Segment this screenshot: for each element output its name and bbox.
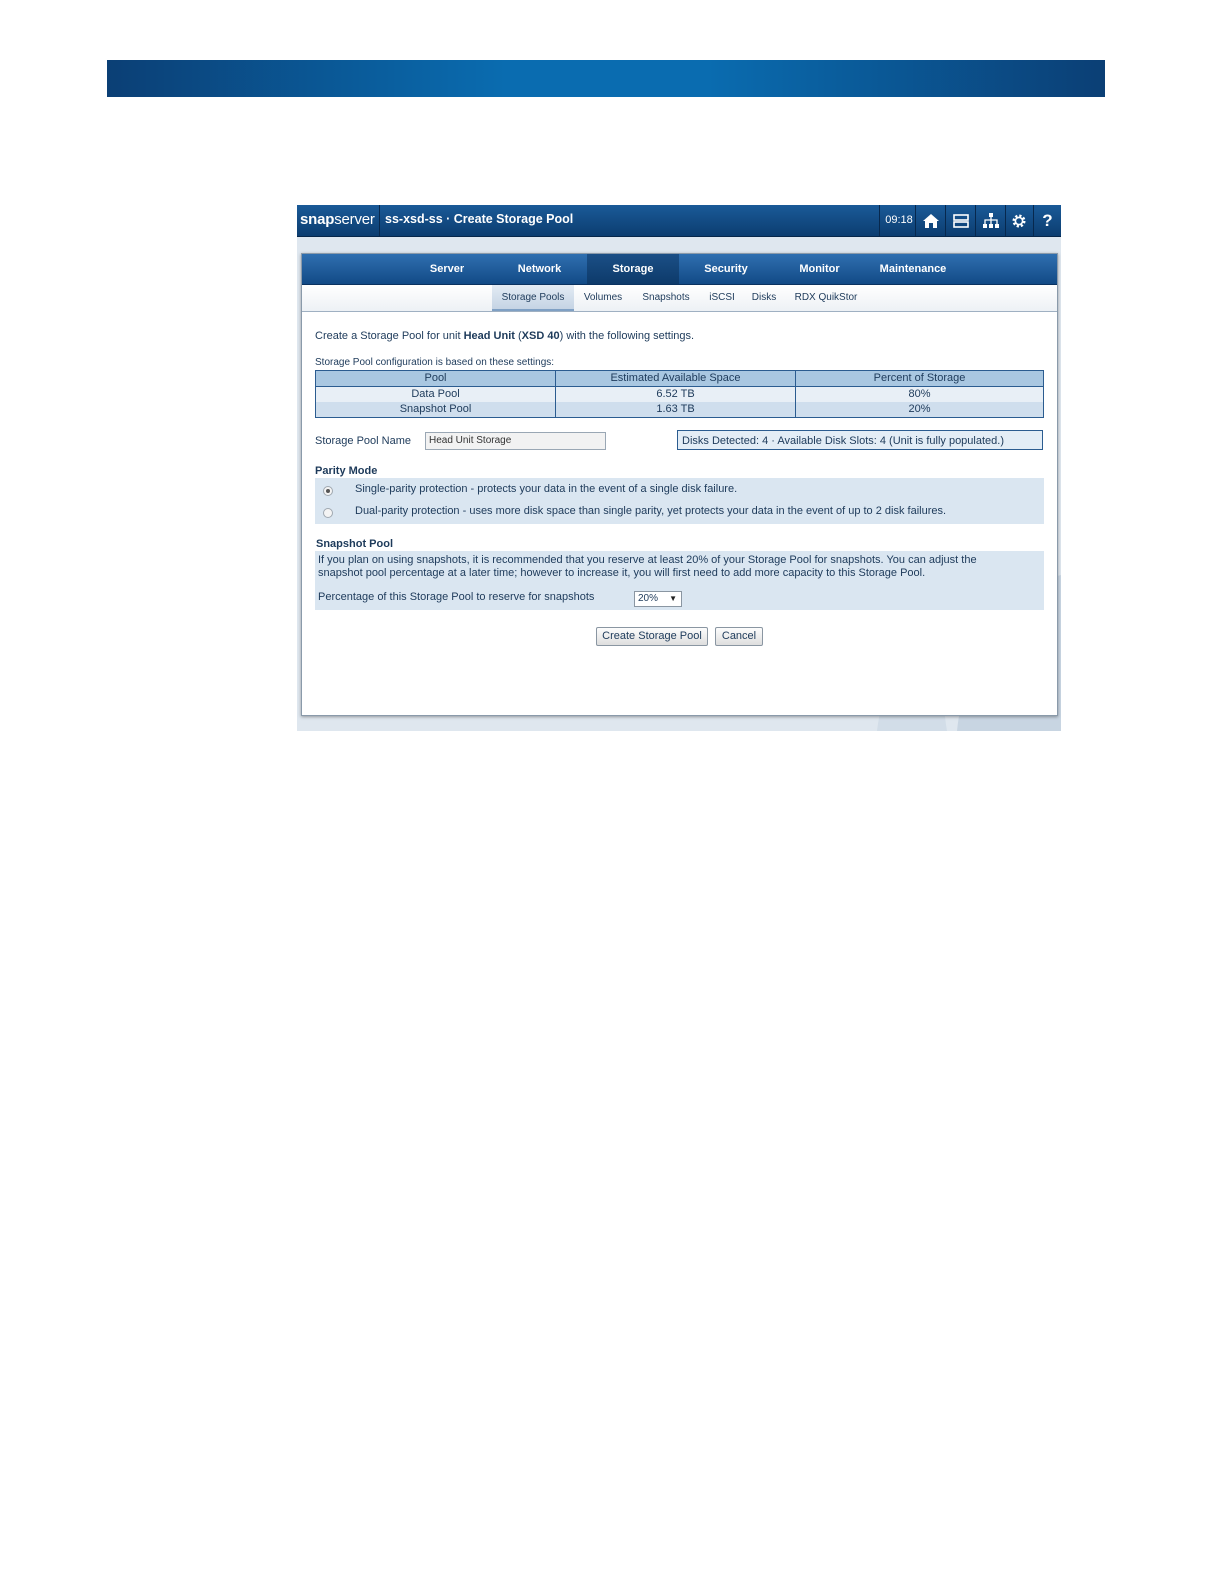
column-header: Estimated Available Space bbox=[556, 371, 796, 387]
app-screenshot bbox=[297, 205, 1061, 731]
subtab-disks[interactable]: Disks bbox=[751, 292, 777, 303]
parity-options bbox=[315, 478, 1044, 524]
snapshot-text-line2: snapshot pool percentage at a later time; however to increase it, you will first need to add more capacity to this Storage Pool. bbox=[318, 567, 926, 579]
document-header-banner bbox=[107, 60, 1105, 97]
subtab-iscsi[interactable]: iSCSI bbox=[709, 292, 735, 303]
table-cell: 20% bbox=[796, 402, 1044, 418]
tab-network[interactable]: Network bbox=[517, 263, 562, 275]
tab-server[interactable]: Server bbox=[429, 263, 465, 275]
tab-security[interactable]: Security bbox=[704, 263, 748, 275]
tab-storage[interactable]: Storage bbox=[587, 254, 679, 284]
single-parity-label[interactable]: Single-parity protection - protects your data in the event of a single disk failure. bbox=[355, 483, 738, 495]
table-cell: Snapshot Pool bbox=[316, 402, 556, 418]
single-parity-radio[interactable] bbox=[323, 486, 333, 496]
title-bar bbox=[297, 205, 1061, 237]
sub-nav bbox=[302, 285, 1057, 312]
server-icon[interactable] bbox=[946, 205, 975, 236]
table-cell: Data Pool bbox=[316, 387, 556, 403]
reserve-percentage-select[interactable]: 20% ▼ bbox=[634, 591, 682, 607]
intro-text: Create a Storage Pool for unit Head Unit (XSD 40) with the following settings. bbox=[315, 330, 695, 342]
snapshot-text-line1: If you plan on using snapshots, it is recommended that you reserve at least 20% of your Storage Pool for snapshots. You can adjust the bbox=[318, 554, 977, 566]
subtab-volumes[interactable]: Volumes bbox=[583, 292, 623, 303]
config-caption: Storage Pool configuration is based on these settings: bbox=[315, 357, 555, 368]
window-title: ss-xsd-ss · Create Storage Pool bbox=[385, 212, 574, 226]
parity-heading: Parity Mode bbox=[315, 465, 378, 477]
home-icon[interactable] bbox=[916, 205, 945, 236]
config-table bbox=[315, 370, 1044, 418]
table-cell: 80% bbox=[796, 387, 1044, 403]
table-header-row bbox=[316, 371, 1044, 387]
brand-logo: snapserver bbox=[300, 211, 375, 228]
pool-name-input[interactable]: Head Unit Storage bbox=[425, 432, 606, 450]
subtab-rdx-quikstor[interactable]: RDX QuikStor bbox=[794, 292, 858, 303]
table-cell: 1.63 TB bbox=[556, 402, 796, 418]
help-icon[interactable]: ? bbox=[1042, 210, 1053, 230]
network-icon[interactable] bbox=[976, 205, 1005, 236]
subtab-snapshots[interactable]: Snapshots bbox=[642, 292, 690, 303]
create-storage-pool-button[interactable]: Create Storage Pool bbox=[596, 627, 708, 646]
dual-parity-radio[interactable] bbox=[323, 508, 333, 518]
chevron-down-icon: ▼ bbox=[669, 594, 677, 603]
column-header: Pool bbox=[316, 371, 556, 387]
column-header: Percent of Storage bbox=[796, 371, 1044, 387]
snapshot-heading: Snapshot Pool bbox=[316, 538, 393, 550]
table-row bbox=[316, 387, 1044, 403]
reserve-label: Percentage of this Storage Pool to reserve for snapshots bbox=[318, 591, 595, 603]
tab-monitor[interactable]: Monitor bbox=[799, 263, 840, 275]
dual-parity-label[interactable]: Dual-parity protection - uses more disk space than single parity, yet protects your data in the event of up to 2 disk failures. bbox=[355, 505, 947, 517]
table-cell: 6.52 TB bbox=[556, 387, 796, 403]
cancel-button[interactable]: Cancel bbox=[715, 627, 763, 646]
table-row bbox=[316, 402, 1044, 418]
gear-icon[interactable] bbox=[1004, 205, 1033, 236]
pool-name-label: Storage Pool Name bbox=[315, 435, 411, 447]
content-panel bbox=[301, 253, 1058, 716]
disk-info-box: Disks Detected: 4 · Available Disk Slots: 4 (Unit is fully populated.) bbox=[677, 430, 1043, 450]
clock: 09:18 bbox=[885, 214, 913, 226]
subtab-storage-pools[interactable]: Storage Pools bbox=[492, 285, 574, 311]
main-nav bbox=[302, 254, 1057, 285]
tab-maintenance[interactable]: Maintenance bbox=[879, 263, 947, 275]
